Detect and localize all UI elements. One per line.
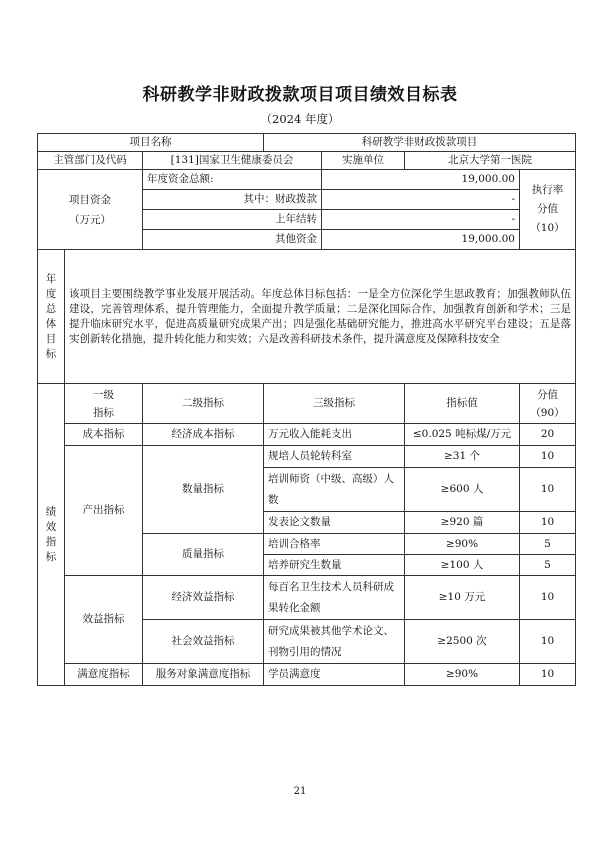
header-level3: 三级指标 — [264, 384, 405, 424]
funds-carry-label: 上年结转 — [143, 210, 322, 230]
dept-row — [38, 152, 576, 170]
goal-label-char: 体 — [45, 317, 57, 330]
economic-item-name: 每百名卫生技术人员科研成果转化金额 — [264, 576, 405, 620]
year-subtitle: （2024 年度） — [260, 112, 340, 126]
funds-fiscal-label: 其中：财政拨款 — [143, 190, 322, 210]
perf-header-row — [38, 384, 576, 424]
quality-item-name: 培训合格率 — [264, 534, 405, 555]
goal-label-char: 总 — [45, 302, 57, 315]
social-item-value: ≥2500 次 — [405, 620, 520, 664]
quality-item-value: ≥100 人 — [405, 555, 520, 576]
goal-label — [38, 250, 65, 384]
dept-value: [131]国家卫生健康委员会 — [143, 152, 322, 170]
exec-rate-line2: 分值 — [537, 203, 558, 215]
satisfaction-score: 10 — [520, 664, 576, 686]
project-name-row — [38, 134, 576, 152]
satisfaction-level2: 服务对象满意度指标 — [143, 664, 264, 686]
social-level2: 社会效益指标 — [143, 620, 264, 664]
cost-level2: 经济成本指标 — [143, 424, 264, 446]
header-score-line2: （90） — [530, 406, 565, 419]
goal-label-char: 年 — [45, 272, 57, 285]
cost-row — [38, 424, 576, 446]
quantity-item-value: ≥920 篇 — [405, 512, 520, 534]
output-row — [38, 446, 576, 468]
quantity-item-name: 培训师资（中级、高级）人数 — [264, 468, 405, 512]
quantity-item-value: ≥31 个 — [405, 446, 520, 468]
benefit-level1: 效益指标 — [65, 576, 143, 664]
quality-item-score: 5 — [520, 555, 576, 576]
header-score-line1: 分值 — [537, 388, 558, 401]
funds-label-line2: （万元） — [69, 213, 111, 226]
funds-other-value: 19,000.00 — [322, 230, 520, 250]
quantity-item-score: 10 — [520, 446, 576, 468]
funds-other-label: 其他资金 — [143, 230, 322, 250]
economic-item-value: ≥10 万元 — [405, 576, 520, 620]
funds-total-label: 年度资金总额: — [143, 170, 322, 190]
social-item-score: 10 — [520, 620, 576, 664]
quantity-item-score: 10 — [520, 512, 576, 534]
perf-label-char: 指 — [45, 535, 57, 548]
header-level1-line2: 指标 — [93, 406, 114, 419]
quality-item-name: 培养研究生数量 — [264, 555, 405, 576]
funds-label — [38, 170, 143, 250]
cost-level3: 万元收入能耗支出 — [264, 424, 405, 446]
perf-label-char: 标 — [45, 550, 57, 563]
quantity-item-name: 规培人员轮转科室 — [264, 446, 405, 468]
goal-label-char: 标 — [45, 347, 57, 360]
goal-label-char: 目 — [45, 332, 57, 345]
goal-row — [38, 250, 576, 384]
perf-label-char: 绩 — [45, 505, 57, 518]
cost-score: 20 — [520, 424, 576, 446]
header-value: 指标值 — [405, 384, 520, 424]
quantity-item-score: 10 — [520, 468, 576, 512]
dept-label: 主管部门及代码 — [38, 152, 143, 170]
cost-level1: 成本指标 — [65, 424, 143, 446]
output-level1: 产出指标 — [65, 446, 143, 576]
funds-carry-value: - — [322, 210, 520, 230]
funds-total-row — [38, 170, 576, 190]
benefit-row — [38, 576, 576, 620]
exec-rate-cell — [520, 170, 576, 250]
exec-rate-line3: （10） — [530, 222, 565, 234]
performance-table — [37, 133, 576, 686]
project-name-label: 项目名称 — [38, 134, 264, 152]
quality-item-score: 5 — [520, 534, 576, 555]
exec-rate-line1: 执行率 — [531, 184, 564, 196]
goal-text: 该项目主要围绕教学事业发展开展活动。年度总体目标包括：一是全方位深化学生思政教育；加强教师队伍建设，完善管理体系，提升管理能力，全面提升教学质量；二是深化国际合作，加强教育创新和学术；三是提升临床研究水平，促进高质量研究成果产出；四是强化基础研究能力，推进高水平研究平台建设；五是落实创新转化措施，提升转化能力和实效；六是改善科研技术条件，提升满意度及保障科技安全 — [65, 250, 576, 384]
quantity-item-value: ≥600 人 — [405, 468, 520, 512]
header-level2: 二级指标 — [143, 384, 264, 424]
funds-fiscal-value: - — [322, 190, 520, 210]
impl-label: 实施单位 — [322, 152, 405, 170]
cost-value: ≤0.025 吨标煤/万元 — [405, 424, 520, 446]
satisfaction-value: ≥90% — [405, 664, 520, 686]
satisfaction-level1: 满意度指标 — [65, 664, 143, 686]
header-level1 — [65, 384, 143, 424]
funds-label-line1: 项目资金 — [69, 193, 111, 206]
social-item-name: 研究成果被其他学术论文、刊物引用的情况 — [264, 620, 405, 664]
impl-value: 北京大学第一医院 — [405, 152, 576, 170]
quantity-level2: 数量指标 — [143, 446, 264, 534]
economic-item-score: 10 — [520, 576, 576, 620]
page-number: 21 — [293, 786, 307, 797]
perf-label-char: 效 — [45, 520, 57, 533]
quality-level2: 质量指标 — [143, 534, 264, 576]
satisfaction-level3: 学员满意度 — [264, 664, 405, 686]
quality-item-value: ≥90% — [405, 534, 520, 555]
quantity-item-name: 发表论文数量 — [264, 512, 405, 534]
goal-label-char: 度 — [45, 287, 57, 300]
header-level1-line1: 一级 — [93, 388, 114, 401]
funds-total-value: 19,000.00 — [322, 170, 520, 190]
satisfaction-row — [38, 664, 576, 686]
perf-label — [38, 384, 65, 686]
header-score — [520, 384, 576, 424]
economic-level2: 经济效益指标 — [143, 576, 264, 620]
page-title: 科研教学非财政拨款项目项目绩效目标表 — [142, 85, 458, 105]
project-name-value: 科研教学非财政拨款项目 — [264, 134, 576, 152]
